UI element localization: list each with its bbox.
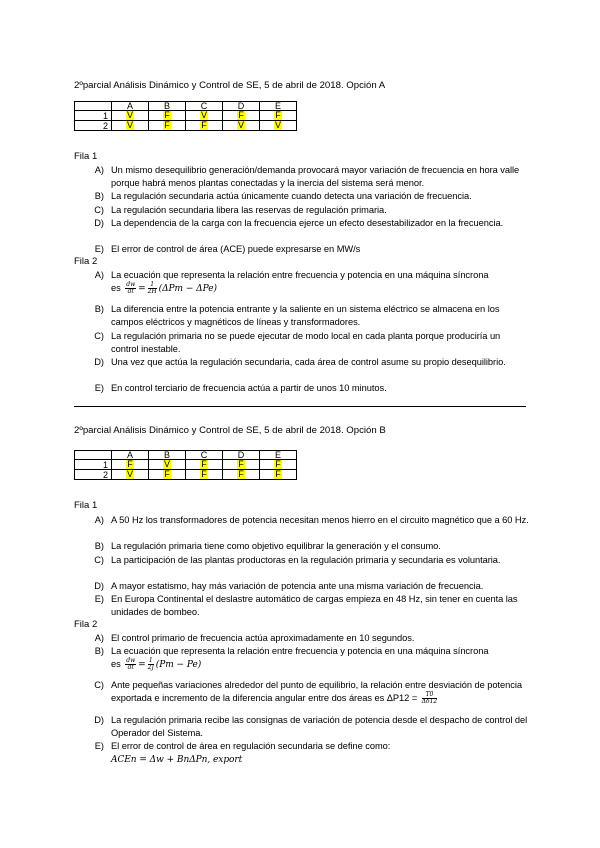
item-text: La regulación primaria no se puede ejecutar de modo local en cada planta porque produciría un control inestable.: [111, 331, 501, 354]
ace-formula: ACEn = Δw + BnΔPn, export: [111, 755, 243, 765]
item-text: En Europa Continental el deslastre automático de cargas empieza en 48 Hz, sin tener en cuenta las unidades de bombeo.: [111, 594, 518, 617]
item-letter: E): [94, 244, 104, 254]
item-text: Un mismo desequilibrio generación/demanda provocará mayor variación de frecuencia en hora valle porque habrá menos plantas conectadas y la inercia del sistema será menor.: [111, 165, 520, 188]
item-letter: D): [94, 581, 104, 591]
item-text: La diferencia entre la potencia entrante y la saliente en un sistema eléctrico se almacena en los campos eléctricos y magnéticos de líneas y transformadores.: [111, 304, 500, 327]
item-text: El error de control de área (ACE) puede expresarse en MW/s: [111, 244, 361, 254]
exam-b-fila2-label: Fila 2: [74, 619, 98, 630]
answer-cell: F: [164, 120, 170, 130]
item-text: En control terciario de frecuencia actúa a partir de unos 10 minutos.: [111, 383, 387, 393]
item-text: A 50 Hz los transformadores de potencia necesitan menos hierro en el circuito magnético que a 60 Hz.: [111, 515, 529, 525]
list-item: [90, 580, 530, 593]
exam-b-fila1-label: Fila 1: [74, 500, 98, 511]
item-text: La regulación secundaria actúa únicamente cuando detecta una variación de frecuencia.: [111, 191, 472, 201]
list-item: [90, 514, 530, 527]
table-row: [75, 121, 297, 131]
answer-cell: F: [275, 459, 281, 469]
answer-cell: F: [238, 459, 244, 469]
answer-cell: F: [201, 459, 207, 469]
list-item: [90, 164, 530, 190]
answer-cell: F: [201, 469, 207, 479]
fraction: $\frac{T0}{\Delta\delta 12}$: [421, 691, 438, 706]
column-header: E: [260, 102, 297, 111]
exam-a-fila1-label: Fila 1: [74, 151, 98, 162]
list-item: [90, 356, 530, 369]
item-letter: B): [94, 646, 104, 656]
exam-b-title: 2ºparcial Análisis Dinámico y Control de SE, 5 de abril de 2018. Opción B: [74, 425, 386, 436]
item-letter: C): [94, 680, 104, 690]
table-header-row: [75, 102, 297, 111]
table-row: [75, 470, 297, 480]
list-item: [90, 204, 530, 217]
list-item: [90, 593, 530, 619]
list-item: [90, 714, 530, 740]
list-item: [90, 632, 530, 645]
item-text: El error de control de área en regulación secundaria se define como: ACEn = Δw + BnΔPn, export: [111, 741, 391, 765]
list-item: [90, 382, 530, 395]
item-letter: E): [94, 741, 104, 751]
item-text: La participación de las plantas productoras en la regulación primaria y secundaria es voluntaria.: [111, 555, 501, 565]
list-item: [90, 540, 530, 553]
answer-cell: F: [201, 120, 207, 130]
list-item: [90, 217, 530, 230]
column-header: A: [112, 102, 149, 111]
item-text: La ecuación que representa la relación entre frecuencia y potencia en una máquina síncrona es $\frac{dw}{dt}$ = $\frac{1}{2J}$ (Pm − Pe): [111, 646, 489, 672]
section-divider: [74, 406, 526, 407]
item-text: El control primario de frecuencia actúa aproximadamente en 10 segundos.: [111, 633, 415, 643]
exam-b-answer-table: [74, 450, 297, 480]
list-item: [90, 645, 530, 672]
table-row: [75, 111, 297, 121]
column-header: C: [186, 102, 223, 111]
item-letter: D): [94, 218, 104, 228]
item-letter: B): [94, 191, 104, 201]
item-letter: E): [94, 594, 104, 604]
item-text: Una vez que actúa la regulación secundaria, cada área de control asume su propio desequilibrio.: [111, 357, 506, 367]
list-item: [90, 243, 530, 256]
answer-cell: V: [274, 120, 281, 130]
answer-cell: V: [126, 120, 133, 130]
item-text: Ante pequeñas variaciones alrededor del punto de equilibrio, la relación entre desviación de potencia exportada e incremento de la diferencia angular entre dos áreas es ΔP12 = $\frac{T0}{\Delta\delta 12}$: [111, 680, 523, 706]
list-item: [90, 190, 530, 203]
list-item: [90, 740, 530, 767]
answer-cell: F: [275, 469, 281, 479]
list-item: [90, 269, 530, 296]
answer-cell: V: [126, 110, 133, 120]
exam-a-title: 2ºparcial Análisis Dinámico y Control de SE, 5 de abril de 2018. Opción A: [74, 80, 386, 91]
list-item: [90, 330, 530, 356]
item-text: La dependencia de la carga con la frecuencia ejerce un efecto desestabilizador en la frecuencia.: [111, 218, 504, 228]
column-header: D: [223, 451, 260, 460]
equation: es $\frac{dw}{dt}$ = $\frac{1}{2H}$ (ΔPm − ΔPe): [111, 281, 217, 296]
item-letter: A): [94, 270, 104, 280]
table-header-row: [75, 451, 297, 460]
fraction: $\frac{1}{2H}$: [147, 281, 157, 296]
column-header: E: [260, 451, 297, 460]
item-letter: A): [94, 515, 104, 525]
list-item: [90, 554, 530, 567]
item-letter: A): [94, 165, 104, 175]
item-letter: B): [94, 541, 104, 551]
row-label: 1: [75, 460, 112, 470]
item-letter: B): [94, 304, 104, 314]
answer-cell: V: [200, 110, 207, 120]
exam-a-answer-table: [74, 101, 297, 131]
item-letter: C): [94, 205, 104, 215]
column-header: B: [149, 451, 186, 460]
column-header: D: [223, 102, 260, 111]
table-row: [75, 460, 297, 470]
row-label: 1: [75, 111, 112, 121]
item-text: La regulación primaria recibe las consignas de variación de potencia desde el despacho de control del Operador del Sistema.: [111, 715, 528, 738]
item-text: La regulación secundaria libera las reservas de regulación primaria.: [111, 205, 387, 215]
item-text: A mayor estatismo, hay más variación de potencia ante una misma variación de frecuencia.: [111, 581, 484, 591]
item-letter: D): [94, 357, 104, 367]
fraction: $\frac{1}{2J}$: [147, 657, 154, 672]
item-letter: A): [94, 633, 104, 643]
answer-cell: F: [127, 459, 133, 469]
list-item: [90, 679, 530, 705]
item-letter: D): [94, 715, 104, 725]
item-text: La regulación primaria tiene como objetivo equilibrar la generación y el consumo.: [111, 541, 441, 551]
fraction: $\frac{dw}{dt}$: [126, 281, 136, 296]
column-header: B: [149, 102, 186, 111]
column-header: C: [186, 451, 223, 460]
answer-cell: F: [164, 469, 170, 479]
column-header: A: [112, 451, 149, 460]
answer-cell: F: [164, 110, 170, 120]
exam-a-fila2-label: Fila 2: [74, 256, 98, 267]
list-item: [90, 303, 530, 329]
answer-cell: V: [163, 459, 170, 469]
equation: es $\frac{dw}{dt}$ = $\frac{1}{2J}$ (Pm − Pe): [111, 657, 202, 672]
fraction: $\frac{dw}{dt}$: [126, 657, 136, 672]
row-label: 2: [75, 121, 112, 131]
answer-cell: F: [238, 469, 244, 479]
answer-cell: V: [237, 120, 244, 130]
item-letter: E): [94, 383, 104, 393]
item-letter: C): [94, 331, 104, 341]
row-label: 2: [75, 470, 112, 480]
answer-cell: F: [238, 110, 244, 120]
answer-cell: V: [126, 469, 133, 479]
answer-cell: F: [275, 110, 281, 120]
item-letter: C): [94, 555, 104, 565]
item-text: La ecuación que representa la relación entre frecuencia y potencia en una máquina síncrona es $\frac{dw}{dt}$ = $\frac{1}{2H}$ (ΔPm − ΔPe): [111, 270, 489, 296]
